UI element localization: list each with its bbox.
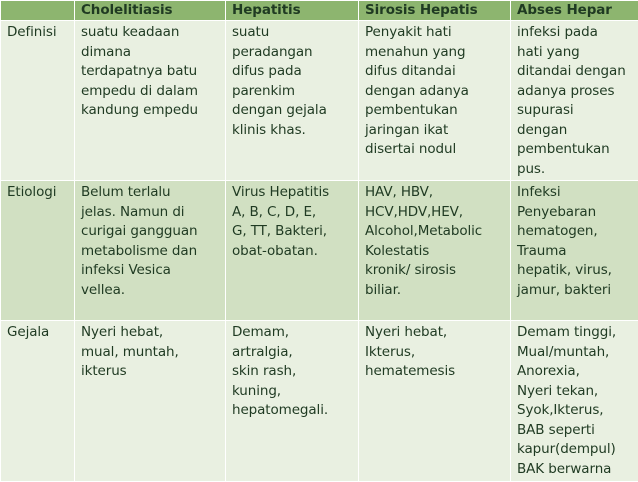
cell-etiologi-abses: Infeksi Penyebaran hematogen, Trauma hepatik, virus, jamur, bakteri xyxy=(511,181,638,321)
cell-gejala-cholelitiasis: Nyeri hebat, mual, muntah, ikterus xyxy=(75,321,226,482)
header-sirosis-hepatis: Sirosis Hepatis xyxy=(359,1,511,21)
cell-gejala-hepatitis: Demam, artralgia, skin rash, kuning, hepatomegali. xyxy=(226,321,359,482)
cell-etiologi-cholelitiasis: Belum terlalu jelas. Namun di curigai gangguan metabolisme dan infeksi Vesica vellea. xyxy=(75,181,226,321)
header-corner xyxy=(1,1,75,21)
header-cholelitiasis: Cholelitiasis xyxy=(75,1,226,21)
header-hepatitis: Hepatitis xyxy=(226,1,359,21)
cell-definisi-abses: infeksi pada hati yang ditandai dengan adanya proses supurasi dengan pembentukan pus. xyxy=(511,21,638,181)
cell-etiologi-sirosis: HAV, HBV, HCV,HDV,HEV, Alcohol,Metabolic Kolestatis kronik/ sirosis biliar. xyxy=(359,181,511,321)
table-row xyxy=(1,321,638,482)
cell-definisi-cholelitiasis: suatu keadaan dimana terdapatnya batu empedu di dalam kandung empedu xyxy=(75,21,226,181)
header-abses-hepar: Abses Hepar xyxy=(511,1,638,21)
header-row xyxy=(1,1,638,21)
cell-etiologi-hepatitis: Virus Hepatitis A, B, C, D, E, G, TT, Bakteri, obat-obatan. xyxy=(226,181,359,321)
cell-gejala-abses: Demam tinggi, Mual/muntah, Anorexia, Nyeri tekan, Syok,Ikterus, BAB seperti kapur(dempul) BAK berwarna xyxy=(511,321,638,482)
table-row xyxy=(1,181,638,321)
row-label-etiologi: Etiologi xyxy=(1,181,75,321)
row-label-definisi: Definisi xyxy=(1,21,75,181)
row-label-gejala: Gejala xyxy=(1,321,75,482)
cell-definisi-sirosis: Penyakit hati menahun yang difus ditandai dengan adanya pembentukan jaringan ikat disertai nodul xyxy=(359,21,511,181)
cell-gejala-sirosis: Nyeri hebat, Ikterus, hematemesis xyxy=(359,321,511,482)
table-row xyxy=(1,21,638,181)
cell-definisi-hepatitis: suatu peradangan difus pada parenkim dengan gejala klinis khas. xyxy=(226,21,359,181)
